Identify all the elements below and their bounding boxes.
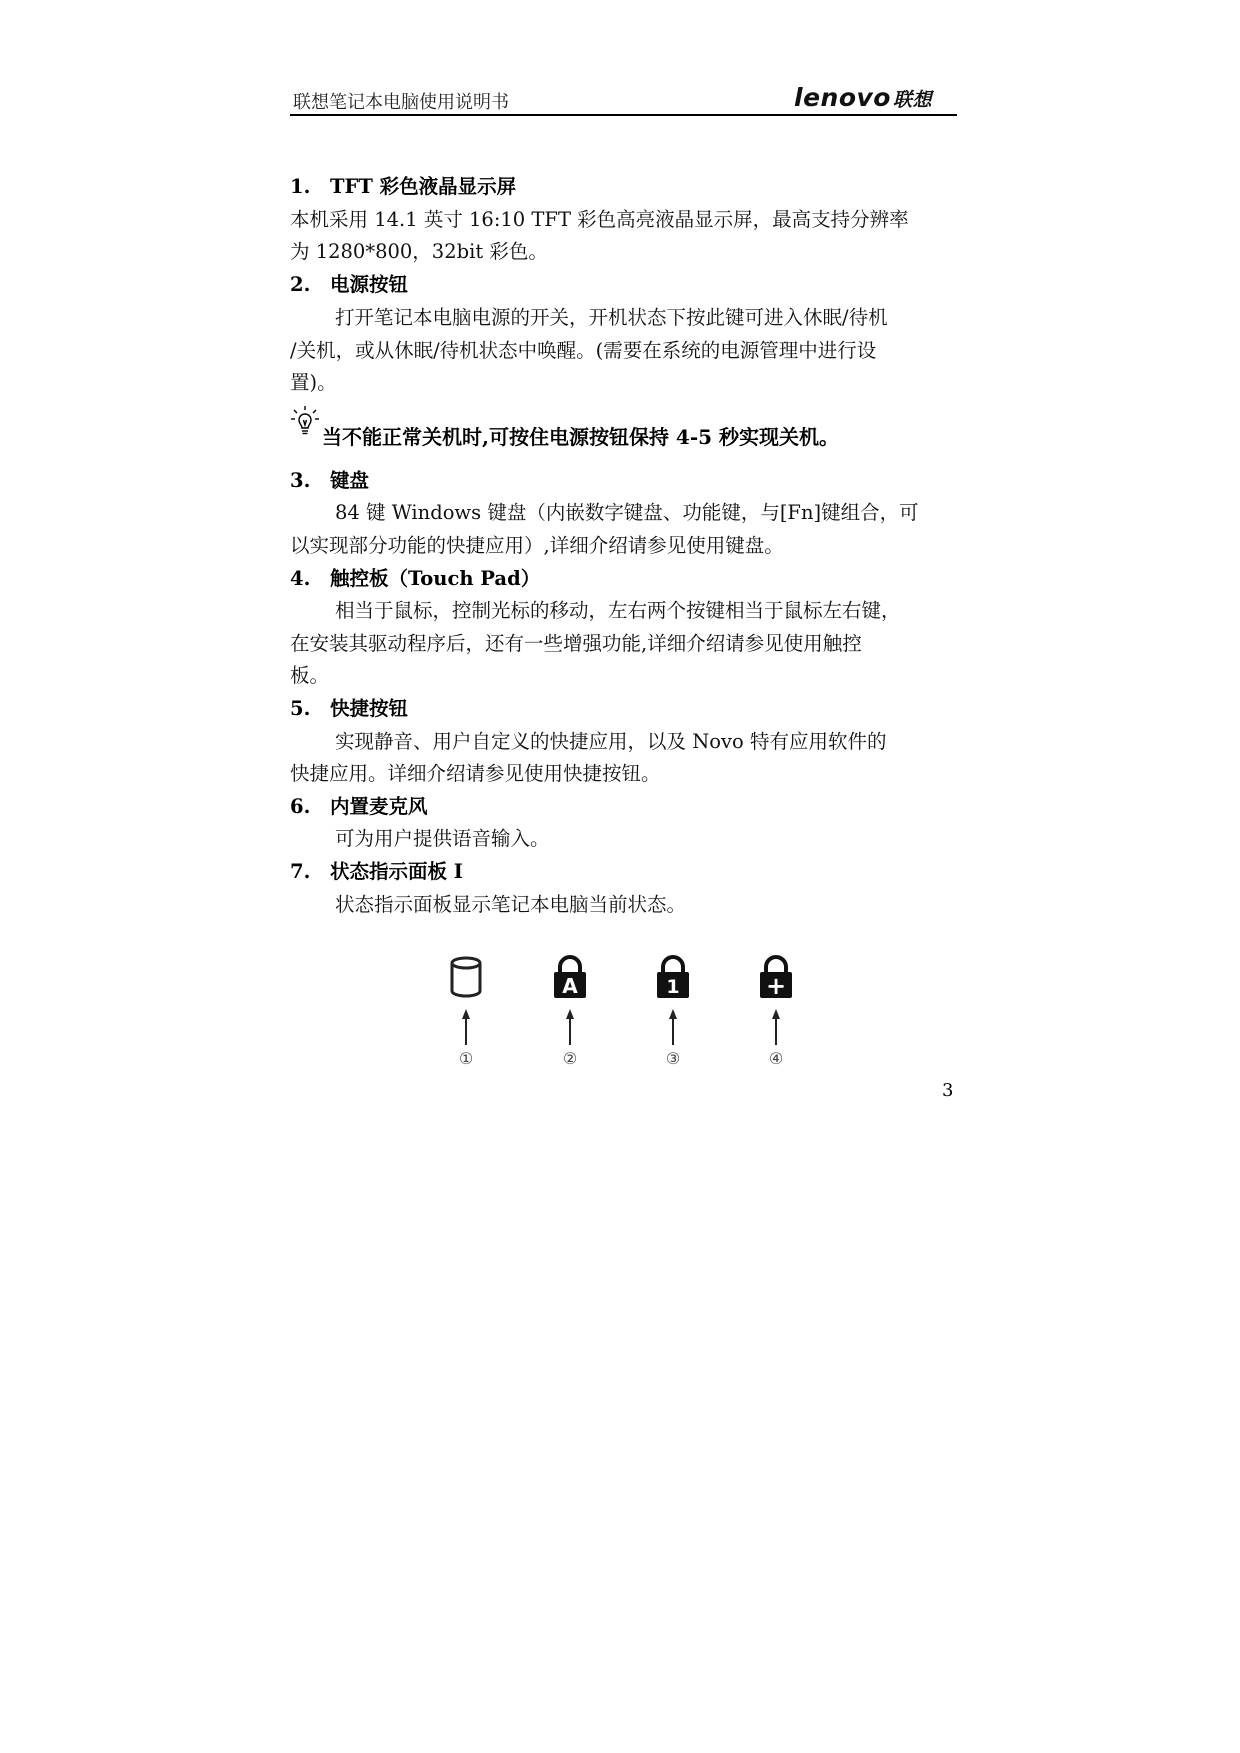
indicator-label-1: ① <box>458 1049 474 1068</box>
caps-lock-glyph: A <box>562 974 578 998</box>
tip-text: 当不能正常关机时,可按住电源按钮保持 4-5 秒实现关机。 <box>322 425 840 449</box>
section-4-heading: 4. 触控板（Touch Pad） <box>290 567 541 590</box>
num-lock-glyph: 1 <box>666 976 680 998</box>
section-2-line-3: 置)。 <box>290 371 337 394</box>
section-6-line-1: 可为用户提供语音输入。 <box>335 827 550 850</box>
section-1-heading: 1. TFT 彩色液晶显示屏 <box>290 175 517 198</box>
section-4-title: 触控板（Touch Pad） <box>330 567 541 590</box>
section-2-line-2: /关机，或从休眠/待机状态中唤醒。(需要在系统的电源管理中进行设 <box>290 339 877 362</box>
indicator-label-3: ③ <box>665 1049 681 1068</box>
lenovo-logo <box>794 83 932 112</box>
section-3-line-2: 以实现部分功能的快捷应用）,详细介绍请参见使用键盘。 <box>290 534 784 557</box>
document-header-title: 联想笔记本电脑使用说明书 <box>293 92 509 113</box>
scroll-lock-glyph: + <box>765 972 787 1000</box>
page-number: 3 <box>942 1080 954 1101</box>
scroll-lock-icon <box>746 955 806 1049</box>
caps-lock-icon <box>540 955 600 1049</box>
section-7-title: 状态指示面板 I <box>330 860 463 883</box>
section-7-heading: 7. 状态指示面板 I <box>290 860 463 883</box>
section-2-heading: 2. 电源按钮 <box>290 273 409 296</box>
section-3-line-1: 84 键 Windows 键盘（内嵌数字键盘、功能键，与[Fn]键组合，可 <box>335 501 919 524</box>
section-5-title: 快捷按钮 <box>330 697 409 720</box>
logo-chinese: 联想 <box>892 89 932 111</box>
num-lock-icon <box>643 955 703 1049</box>
section-5-heading: 5. 快捷按钮 <box>290 697 409 720</box>
section-2-title: 电源按钮 <box>330 273 409 296</box>
section-5-line-2: 快捷应用。详细介绍请参见使用快捷按钮。 <box>290 762 661 785</box>
header-divider <box>290 114 957 116</box>
indicator-label-4: ④ <box>768 1049 784 1068</box>
lightbulb-icon <box>290 405 320 439</box>
section-1-line-1: 本机采用 14.1 英寸 16:10 TFT 彩色高亮液晶显示屏，最高支持分辨率 <box>290 208 909 231</box>
section-1-line-2: 为 1280*800，32bit 彩色。 <box>290 240 548 263</box>
section-1-title: TFT 彩色液晶显示屏 <box>330 175 517 198</box>
indicator-label-2: ② <box>562 1049 578 1068</box>
section-3-heading: 3. 键盘 <box>290 469 370 492</box>
section-2-line-1: 打开笔记本电脑电源的开关，开机状态下按此键可进入休眠/待机 <box>335 306 888 329</box>
section-7-line-1: 状态指示面板显示笔记本电脑当前状态。 <box>335 893 687 916</box>
section-4-line-1: 相当于鼠标，控制光标的移动，左右两个按键相当于鼠标左右键， <box>335 599 901 622</box>
section-3-title: 键盘 <box>330 469 370 492</box>
section-5-line-1: 实现静音、用户自定义的快捷应用，以及 Novo 特有应用软件的 <box>335 730 887 753</box>
section-6-title: 内置麦克风 <box>330 795 428 818</box>
logo-latin: lenovo <box>794 83 891 112</box>
hard-drive-cylinder-icon <box>436 955 496 1049</box>
section-4-line-3: 板。 <box>290 664 330 687</box>
section-6-heading: 6. 内置麦克风 <box>290 795 428 818</box>
section-4-line-2: 在安装其驱动程序后，还有一些增强功能,详细介绍请参见使用触控 <box>290 632 862 655</box>
